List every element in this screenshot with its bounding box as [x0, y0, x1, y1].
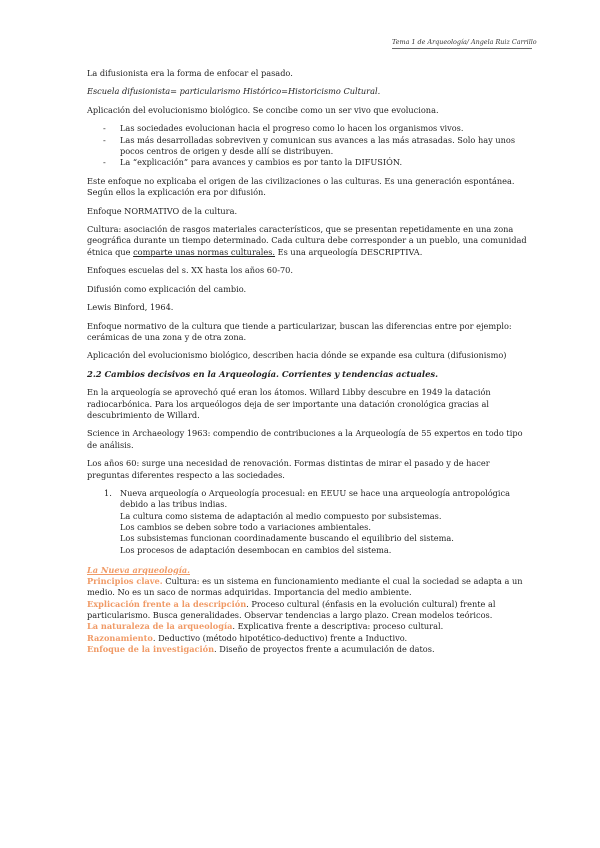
- dash-list: [87, 123, 527, 168]
- list-item: - La “explicación” para avances y cambios es por tanto la DIFUSIÓN.: [87, 157, 527, 168]
- na-item-text: . Diseño de proyectos frente a acumulación de datos.: [214, 643, 435, 654]
- na-item-text: . Explicativa frente a descriptiva: proceso cultural.: [232, 621, 444, 632]
- paragraph: En la arqueología se aprovechó qué eran los átomos. Willard Libby descubre en 1949 la datación radiocarbónica. Para los arqueólogos deja de ser importante una datación cronológica gracias al descubrimiento de Willard.: [87, 387, 491, 420]
- na-item-label: La naturaleza de la arqueología: [87, 621, 233, 632]
- na-item: [87, 576, 527, 599]
- paragraph-culture-definition: Cultura: asociación de rasgos materiales característicos, que se presentan repetidamente en una zona geográfica durante un tiempo determinado. Cada cultura debe corresponder a un pueblo, una comunidad étnica que comparte unas normas culturales. Es una arqueología DESCRIPTIVA.: [87, 224, 527, 257]
- na-item: [87, 644, 527, 655]
- na-item: [87, 599, 527, 622]
- list-line: Los procesos de adaptación desembocan en cambios del sistema.: [120, 544, 392, 555]
- document-body: [87, 68, 527, 655]
- list-line: Los cambios se deben sobre todo a variaciones ambientales.: [120, 521, 371, 532]
- na-item-text: . Deductivo (método hipotético-deductivo) frente a Inductivo.: [152, 632, 408, 643]
- section-heading: 2.2 Cambios decisivos en la Arqueología. Corrientes y tendencias actuales.: [87, 368, 439, 379]
- na-item: [87, 633, 527, 644]
- paragraph: Enfoque NORMATIVO de la cultura.: [87, 205, 238, 216]
- list-item: - Las más desarrolladas sobreviven y comunican sus avances a las más atrasadas. Solo hay unos pocos centros de origen y desde allí se distribuyen.: [87, 135, 527, 158]
- underlined-text: comparte unas normas culturales.: [133, 246, 276, 257]
- paragraph: Aplicación del evolucionismo biológico. Se concibe como un ser vivo que evoluciona.: [87, 104, 439, 115]
- na-item-label: Razonamiento: [87, 632, 153, 643]
- list-line: La cultura como sistema de adaptación al medio compuesto por subsistemas.: [120, 510, 442, 521]
- page-header: Tema 1 de Arqueología/ Angela Ruiz Carrillo: [392, 38, 532, 49]
- na-item-label: Principios clave.: [87, 576, 163, 587]
- paragraph: Enfoque normativo de la cultura que tiende a particularizar, buscan las diferencias entre por ejemplo: cerámicas de una zona y de otra zona.: [87, 320, 512, 342]
- paragraph-italic: Escuela difusionista= particularismo Histórico=Historicismo Cultural.: [87, 86, 381, 97]
- na-item: [87, 621, 527, 632]
- paragraph: Enfoques escuelas del s. XX hasta los años 60-70.: [87, 265, 293, 276]
- na-item-label: Explicación frente a la descripción: [87, 598, 247, 609]
- na-item-label: Enfoque de la investigación: [87, 643, 215, 654]
- paragraph: Lewis Binford, 1964.: [87, 302, 174, 313]
- list-item: - Las sociedades evolucionan hacia el progreso como lo hacen los organismos vivos.: [87, 123, 527, 134]
- paragraph: La difusionista era la forma de enfocar el pasado.: [87, 68, 293, 78]
- numbered-list-item: [87, 488, 527, 556]
- paragraph: Aplicación del evolucionismo biológico, describen hacia dónde se expande esa cultura (difusionismo): [87, 350, 507, 361]
- list-number: 1.: [104, 488, 112, 499]
- na-item-text: . Proceso cultural (énfasis en la evolución cultural) frente al particularismo. Busca generalidades. Observar tendencias a largo plazo. Crean modelos teóricos.: [87, 598, 496, 620]
- list-line: Nueva arqueología o Arqueología procesual: en EEUU se hace una arqueología antropológica debido a las tribus indias.: [120, 488, 511, 510]
- paragraph: Science in Archaeology 1963: compendio de contribuciones a la Arqueología de 55 expertos en todo tipo de análisis.: [87, 428, 523, 450]
- paragraph: Este enfoque no explicaba el origen de las civilizaciones o las culturas. Es una generación espontánea. Según ellos la explicación era por difusión.: [87, 175, 515, 198]
- nueva-arqueologia-section: [87, 565, 527, 655]
- paragraph: Difusión como explicación del cambio.: [87, 283, 247, 294]
- na-item-text: Cultura: es un sistema en funcionamiento mediante el cual la sociedad se adapta a un medio. No es un saco de normas adquiridas. Importancia del medio ambiente.: [87, 576, 523, 598]
- list-line: Los subsistemas funcionan coordinadamente buscando el equilibrio del sistema.: [120, 533, 454, 544]
- section-subtitle: La Nueva arqueología.: [87, 564, 190, 575]
- paragraph: Los años 60: surge una necesidad de renovación. Formas distintas de mirar el pasado y de hacer preguntas diferentes respecto a las sociedades.: [87, 458, 490, 480]
